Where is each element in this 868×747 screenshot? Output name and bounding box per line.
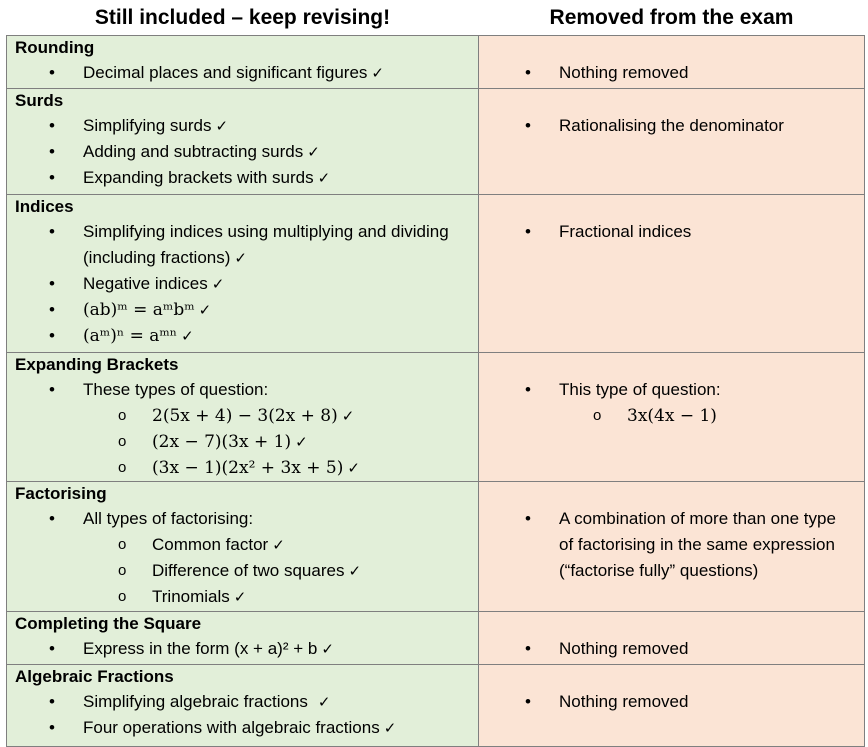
removed-list — [479, 113, 864, 139]
list-item — [7, 323, 478, 349]
list-item — [7, 636, 478, 662]
math-expression: (2x − 7)(3x + 1) — [152, 432, 292, 452]
section-indices — [7, 195, 865, 353]
tick-icon: ✓ — [383, 719, 397, 737]
tick-icon: ✓ — [348, 562, 362, 580]
tick-icon: ✓ — [181, 327, 194, 345]
section-completing-the-square — [7, 612, 865, 665]
list-item: • Adding and subtracting surds ✓ — [7, 139, 478, 165]
removed-cell — [479, 482, 865, 612]
header-row — [7, 0, 865, 36]
tick-icon: ✓ — [341, 407, 355, 425]
tick-icon: ✓ — [234, 249, 247, 267]
list-item: • These types of question: — [7, 377, 478, 403]
sub-list-item: o Difference of two squares ✓ — [7, 558, 478, 584]
tick-icon: ✓ — [307, 143, 320, 161]
math-expression: 2(5x + 4) − 3(2x + 8) — [152, 406, 338, 426]
tick-icon: ✓ — [295, 433, 308, 451]
included-list — [7, 113, 478, 191]
list-item: • Nothing removed — [479, 689, 864, 715]
tick-icon: ✓ — [215, 117, 229, 135]
tick-icon: ✓ — [233, 588, 247, 606]
header-still-included: Still included – keep revising! — [7, 0, 479, 36]
removed-list — [479, 60, 864, 86]
section-expanding-brackets — [7, 353, 865, 482]
tick-icon: ✓ — [211, 275, 225, 293]
removed-list — [479, 377, 864, 429]
included-list — [7, 636, 478, 662]
tick-icon: ✓ — [317, 693, 331, 711]
list-item: • All types of factorising: — [7, 506, 478, 532]
included-cell — [7, 482, 479, 612]
list-item — [7, 297, 478, 323]
sub-list-item: o Trinomials ✓ — [7, 584, 478, 610]
section-factorising — [7, 482, 865, 612]
math-expression: (aᵐ)ⁿ = aᵐⁿ — [83, 326, 178, 346]
section-algebraic-fractions — [7, 665, 865, 747]
list-item: • Simplifying surds ✓ — [7, 113, 478, 139]
section-surds — [7, 89, 865, 195]
list-item: • Simplifying algebraic fractions ✓ — [7, 689, 478, 715]
list-item: • This type of question: — [479, 377, 864, 403]
section-title: Rounding — [15, 38, 95, 57]
math-expression: (ab)ᵐ = aᵐbᵐ — [83, 300, 195, 320]
list-item: • Decimal places and significant figures ✓ — [7, 60, 478, 86]
removed-list — [479, 219, 864, 245]
revision-table — [6, 0, 865, 747]
section-title: Algebraic Fractions — [15, 667, 174, 686]
included-cell — [7, 353, 479, 482]
tick-icon: ✓ — [198, 301, 212, 319]
list-item: • Expanding brackets with surds ✓ — [7, 165, 478, 191]
removed-cell — [479, 665, 865, 747]
section-title: Surds — [15, 91, 64, 110]
removed-list — [479, 506, 864, 584]
included-cell — [7, 612, 479, 665]
section-title: Completing the Square — [15, 614, 202, 633]
section-title: Expanding Brackets — [15, 355, 179, 374]
header-removed: Removed from the exam — [479, 0, 865, 36]
list-item: • Fractional indices — [479, 219, 864, 245]
included-cell — [7, 36, 479, 89]
sub-list-item — [479, 403, 864, 429]
removed-cell — [479, 612, 865, 665]
list-item: • Rationalising the denominator — [479, 113, 864, 139]
removed-cell — [479, 195, 865, 353]
included-list — [7, 60, 478, 86]
math-expression: 3x(4x − 1) — [627, 406, 717, 426]
sub-list-item — [7, 429, 478, 455]
removed-list — [479, 689, 864, 715]
section-rounding — [7, 36, 865, 89]
sub-list-item — [7, 403, 478, 429]
included-cell — [7, 195, 479, 353]
section-title: Indices — [15, 197, 74, 216]
tick-icon: ✓ — [347, 459, 360, 477]
list-item: • Nothing removed — [479, 60, 864, 86]
list-item: • Nothing removed — [479, 636, 864, 662]
section-title: Factorising — [15, 484, 107, 503]
list-item-text: Express in the form (x + a)² + b — [83, 639, 318, 658]
list-item: • Negative indices ✓ — [7, 271, 478, 297]
tick-icon: ✓ — [371, 64, 384, 82]
math-expression: (3x − 1)(2x² + 3x + 5) — [152, 458, 344, 478]
included-cell — [7, 665, 479, 747]
tick-icon: ✓ — [272, 536, 285, 554]
included-cell — [7, 89, 479, 195]
list-item: • A combination of more than one type of factorising in the same expression (“factorise fully” questions) — [479, 506, 864, 584]
included-list — [7, 689, 478, 741]
removed-cell — [479, 353, 865, 482]
tick-icon: ✓ — [317, 169, 331, 187]
list-item: • Four operations with algebraic fractions ✓ — [7, 715, 478, 741]
removed-list — [479, 636, 864, 662]
sub-list-item — [7, 455, 478, 481]
included-list — [7, 377, 478, 481]
included-list — [7, 506, 478, 610]
removed-cell — [479, 89, 865, 195]
included-list — [7, 219, 478, 349]
removed-cell — [479, 36, 865, 89]
tick-icon: ✓ — [321, 640, 334, 658]
sub-list-item: o Common factor ✓ — [7, 532, 478, 558]
list-item: • Simplifying indices using multiplying and dividing (including fractions) ✓ — [7, 219, 478, 271]
